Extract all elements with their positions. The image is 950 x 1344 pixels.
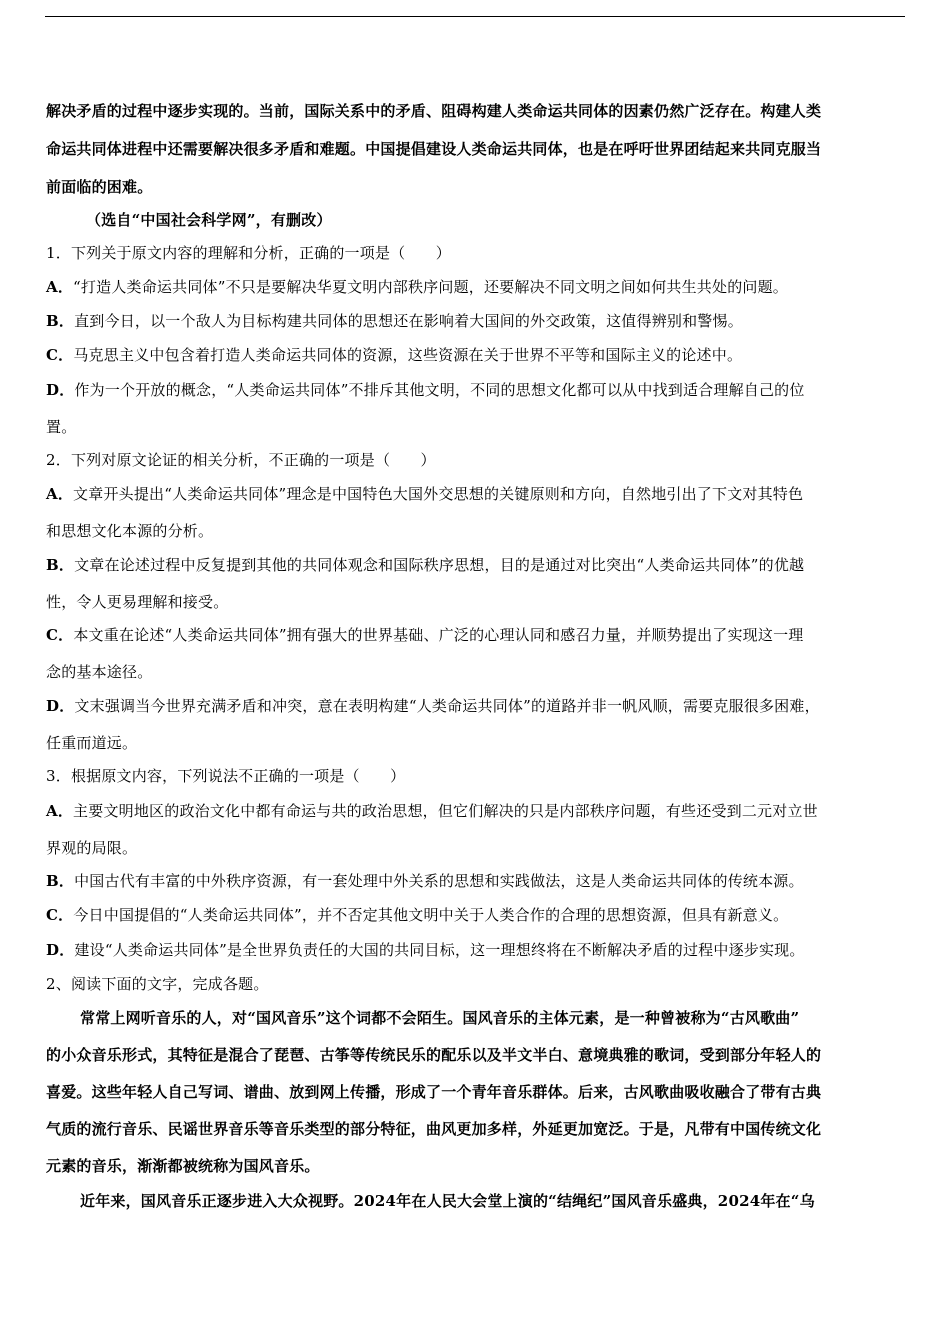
- option-d-cont: 任重而道远。: [46, 734, 138, 752]
- option-c-cont: 念的基本途径。: [46, 663, 153, 681]
- option-c: [46, 904, 906, 926]
- paragraph-line: 近年来，国风音乐正逐步进入大众视野。2024年在人民大会堂上演的“结绳纪”国风音乐盛典，2024年在“乌: [80, 1192, 815, 1210]
- option-c: [46, 344, 906, 366]
- option-text: 文章开头提出“人类命运共同体”理念是中国特色大国外交思想的关键原则和方向，自然地引出了下文对其特色: [73, 485, 804, 503]
- option-text: 本文重在论述“人类命运共同体”拥有强大的世界基础、广泛的心理认同和感召力量，并顺势提出了实现这一理: [73, 626, 804, 644]
- option-text: 主要文明地区的政治文化中都有命运与共的政治思想，但它们解决的只是内部秩序问题，有些还受到二元对立世: [73, 802, 818, 820]
- option-d-cont: 置。: [46, 418, 77, 436]
- paragraph-line: 常常上网听音乐的人，对“国风音乐”这个词都不会陌生。国风音乐的主体元素，是一种曾被称为“古风歌曲”: [80, 1009, 800, 1027]
- option-b: [46, 870, 906, 892]
- option-d: [46, 379, 906, 401]
- option-label: D．: [46, 941, 75, 959]
- option-text: 文章在论述过程中反复提到其他的共同体观念和国际秩序思想，目的是通过对比突出“人类命运共同体”的优越: [74, 556, 805, 574]
- option-text: 建设“人类命运共同体”是全世界负责任的大国的共同目标，这一理想终将在不断解决矛盾的过程中逐步实现。: [74, 941, 805, 959]
- option-label: B．: [46, 556, 75, 574]
- option-label: D．: [46, 697, 75, 715]
- passage-line: 命运共同体进程中还需要解决很多矛盾和难题。中国提倡建设人类命运共同体，也是在呼吁世界团结起来共同克服当: [46, 140, 822, 158]
- option-a: [46, 483, 906, 505]
- option-label: C．: [46, 626, 74, 644]
- option-text: 文末强调当今世界充满矛盾和冲突，意在表明构建“人类命运共同体”的道路并非一帆风顺，需要克服很多困难，: [74, 697, 820, 715]
- option-label: C．: [46, 906, 74, 924]
- option-text: 作为一个开放的概念，“人类命运共同体”不排斥其他文明，不同的思想文化都可以从中找到适合理解自己的位: [74, 381, 805, 399]
- option-text: 今日中国提倡的“人类命运共同体”，并不否定其他文明中关于人类合作的合理的思想资源，但具有新意义。: [73, 906, 789, 924]
- passage-line: 解决矛盾的过程中逐步实现的。当前，国际关系中的矛盾、阻碍构建人类命运共同体的因素仍然广泛存在。构建人类: [46, 102, 822, 120]
- option-label: A．: [46, 802, 74, 820]
- option-d: [46, 939, 906, 961]
- source-citation: （选自“中国社会科学网”，有删改）: [86, 211, 332, 229]
- option-b: [46, 310, 906, 332]
- passage-line: 前面临的困难。: [46, 178, 153, 196]
- option-label: D．: [46, 381, 75, 399]
- paragraph-line: 的小众音乐形式，其特征是混合了琵琶、古筝等传统民乐的配乐以及半文半白、意境典雅的歌词，受到部分年轻人的: [46, 1046, 822, 1064]
- question-stem: 2．下列对原文论证的相关分析，不正确的一项是（ ）: [46, 451, 436, 469]
- option-label: B．: [46, 312, 75, 330]
- option-c: [46, 624, 906, 646]
- option-label: C．: [46, 346, 74, 364]
- option-a-cont: 界观的局限。: [46, 839, 138, 857]
- option-text: “打造人类命运共同体”不只是要解决华夏文明内部秩序问题，还要解决不同文明之间如何共生共处的问题。: [73, 278, 788, 296]
- option-a-cont: 和思想文化本源的分析。: [46, 522, 214, 540]
- option-a: [46, 800, 906, 822]
- option-label: B．: [46, 872, 75, 890]
- option-b-cont: 性，令人更易理解和接受。: [46, 593, 229, 611]
- paragraph-line: 气质的流行音乐、民谣世界音乐等音乐类型的部分特征，曲风更加多样，外延更加宽泛。于是，凡带有中国传统文化: [46, 1120, 822, 1138]
- question-stem: 3．根据原文内容，下列说法不正确的一项是（ ）: [46, 767, 406, 785]
- paragraph-line: 喜爱。这些年轻人自己写词、谱曲、放到网上传播，形成了一个青年音乐群体。后来，古风歌曲吸收融合了带有古典: [46, 1083, 822, 1101]
- question-stem: 1．下列关于原文内容的理解和分析，正确的一项是（ ）: [46, 244, 451, 262]
- option-text: 马克思主义中包含着打造人类命运共同体的资源，这些资源在关于世界不平等和国际主义的论述中。: [73, 346, 743, 364]
- option-label: A．: [46, 485, 74, 503]
- paragraph-line: 元素的音乐，渐渐都被统称为国风音乐。: [46, 1157, 320, 1175]
- header-rule: [45, 16, 905, 17]
- section-heading: 2、阅读下面的文字，完成各题。: [46, 975, 269, 993]
- option-text: 中国古代有丰富的中外秩序资源，有一套处理中外关系的思想和实践做法，这是人类命运共同体的传统本源。: [74, 872, 804, 890]
- option-label: A．: [46, 278, 74, 296]
- option-d: [46, 695, 906, 717]
- option-text: 直到今日，以一个敌人为目标构建共同体的思想还在影响着大国间的外交政策，这值得辨别和警惕。: [74, 312, 743, 330]
- option-a: [46, 276, 906, 298]
- option-b: [46, 554, 906, 576]
